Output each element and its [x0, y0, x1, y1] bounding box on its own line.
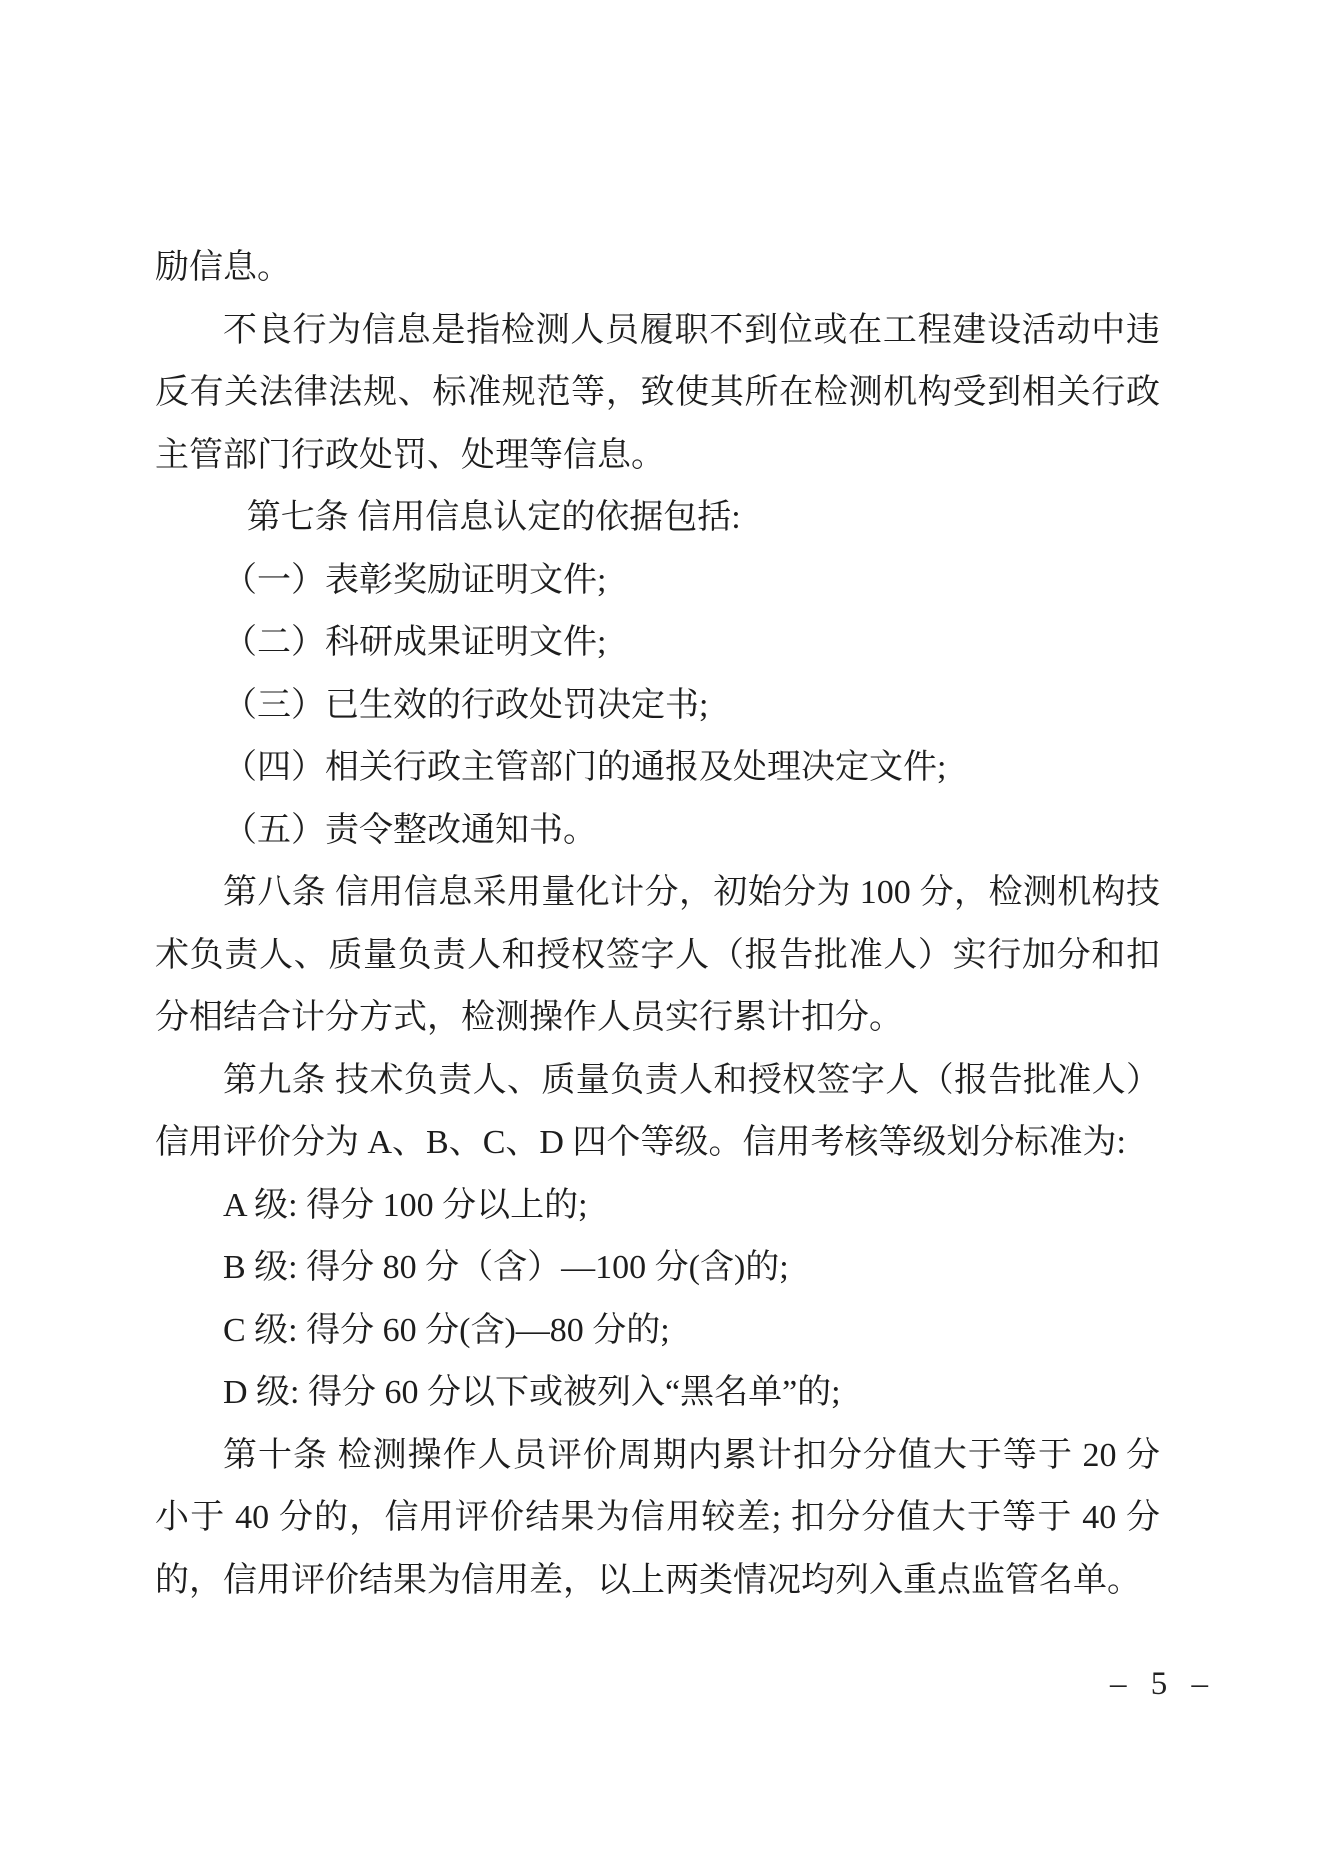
list-item: B 级: 得分 80 分（含）—100 分(含)的;	[223, 1249, 789, 1286]
paragraph: 第八条 信用信息采用量化计分，初始分为 100 分，检测机构技术负责人、质量负责人和授权签字人（报告批准人）实行加分和扣分相结合计分方式，检测操作人员实行累计扣分。	[155, 874, 1160, 1036]
paragraph: 励信息。	[155, 249, 291, 286]
document-body	[155, 237, 1160, 1612]
paragraph: 第七条 信用信息认定的依据包括:	[246, 499, 741, 536]
list-item: C 级: 得分 60 分(含)—80 分的;	[223, 1311, 670, 1349]
paragraph: 第九条 技术负责人、质量负责人和授权签字人（报告批准人）信用评价分为 A、B、C、D 四个等级。信用考核等级划分标准为:	[155, 1061, 1160, 1161]
list-item: （四）相关行政主管部门的通报及处理决定文件;	[223, 749, 947, 786]
page-number: – 5 –	[1110, 1666, 1216, 1702]
paragraph: 不良行为信息是指检测人员履职不到位或在工程建设活动中违反有关法律法规、标准规范等，致使其所在检测机构受到相关行政主管部门行政处罚、处理等信息。	[155, 311, 1160, 474]
list-item: （二）科研成果证明文件;	[223, 624, 607, 661]
list-item: A 级: 得分 100 分以上的;	[223, 1186, 588, 1224]
list-item: （一）表彰奖励证明文件;	[223, 561, 607, 599]
list-item: （五）责令整改通知书。	[223, 811, 597, 849]
list-item: D 级: 得分 60 分以下或被列入“黑名单”的;	[223, 1374, 841, 1411]
list-item: （三）已生效的行政处罚决定书;	[223, 686, 709, 724]
paragraph: 第十条 检测操作人员评价周期内累计扣分分值大于等于 20 分小于 40 分的，信用评价结果为信用较差; 扣分分值大于等于 40 分的，信用评价结果为信用差，以上两类情况均列入重点监管名单。	[155, 1436, 1160, 1599]
